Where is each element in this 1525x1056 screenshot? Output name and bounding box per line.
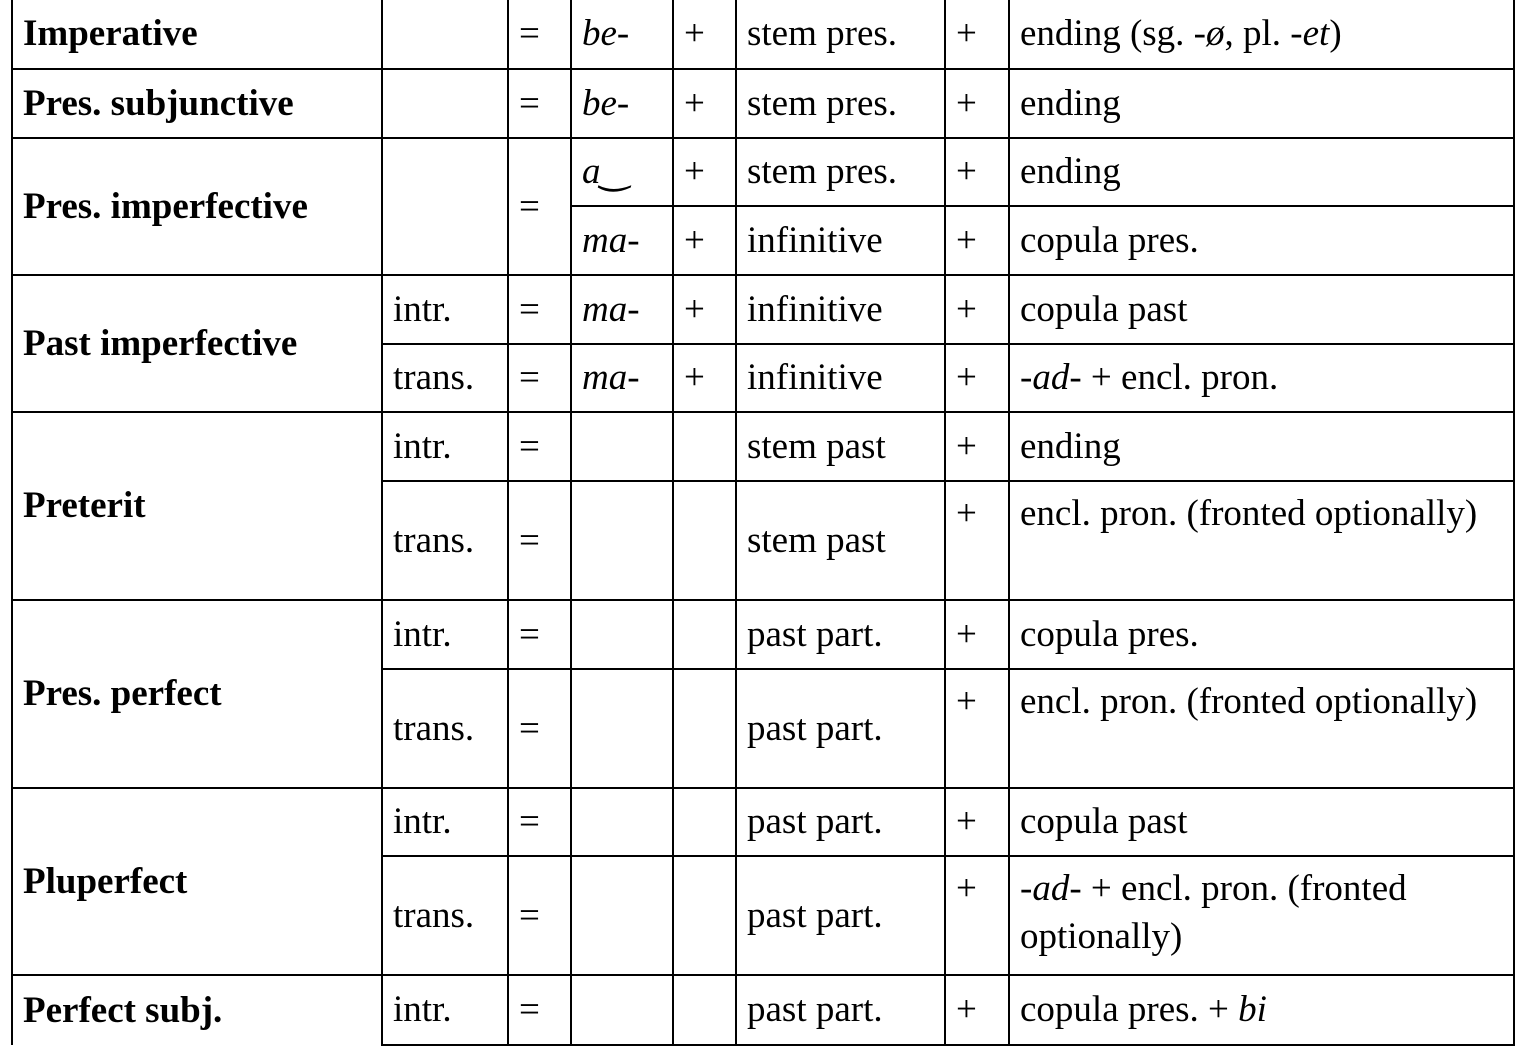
- ending-text: copula pres. +: [1020, 989, 1239, 1030]
- ending-italic: bi: [1238, 989, 1267, 1030]
- ending-cell: copula past: [1009, 275, 1514, 344]
- ending-cell: ending: [1009, 69, 1514, 138]
- plus-sign: [673, 481, 736, 600]
- stem-cell: infinitive: [736, 206, 945, 275]
- ending-italic: ø: [1206, 13, 1225, 54]
- ending-cell: [1009, 344, 1514, 412]
- ending-text: ending (sg. -: [1020, 13, 1206, 54]
- plus-sign: [673, 600, 736, 669]
- equals-sign: =: [508, 69, 571, 138]
- prefix-cell: [571, 856, 673, 975]
- prefix-cell: [571, 481, 673, 600]
- equals-sign: =: [508, 0, 571, 69]
- plus-sign: +: [945, 412, 1009, 481]
- ending-cell: ending: [1009, 412, 1514, 481]
- table-row-imperative: [12, 0, 1514, 69]
- table-row-past-imperfective: [12, 275, 1514, 344]
- equals-sign: =: [508, 138, 571, 275]
- type-cell: intr.: [382, 412, 508, 481]
- ending-cell: encl. pron. (fronted optionally): [1009, 481, 1514, 600]
- stem-cell: stem pres.: [736, 138, 945, 206]
- stem-cell: stem past: [736, 412, 945, 481]
- prefix-cell: ma-: [571, 206, 673, 275]
- stem-cell: infinitive: [736, 275, 945, 344]
- ending-cell: copula past: [1009, 788, 1514, 856]
- type-cell: intr.: [382, 788, 508, 856]
- row-name: Pres. perfect: [12, 600, 382, 788]
- type-cell: trans.: [382, 856, 508, 975]
- plus-sign: +: [945, 600, 1009, 669]
- stem-cell: past part.: [736, 669, 945, 788]
- type-cell: trans.: [382, 481, 508, 600]
- row-name: Imperative: [12, 0, 382, 69]
- table-row-pres-subjunctive: [12, 69, 1514, 138]
- table-row-pres-perfect: [12, 600, 1514, 669]
- type-cell: [382, 138, 508, 275]
- stem-cell: infinitive: [736, 344, 945, 412]
- row-name: Pres. imperfective: [12, 138, 382, 275]
- equals-sign: =: [508, 975, 571, 1045]
- prefix-cell: ma-: [571, 275, 673, 344]
- plus-sign: +: [673, 0, 736, 69]
- prefix-cell: a‿: [571, 138, 673, 206]
- plus-sign: +: [673, 206, 736, 275]
- plus-sign: +: [945, 975, 1009, 1045]
- plus-sign: +: [945, 344, 1009, 412]
- plus-sign: [673, 669, 736, 788]
- ending-text: ): [1329, 13, 1342, 54]
- ending-italic: ad: [1032, 357, 1070, 398]
- stem-cell: past part.: [736, 600, 945, 669]
- ending-cell: [1009, 856, 1514, 975]
- type-cell: trans.: [382, 669, 508, 788]
- equals-sign: =: [508, 788, 571, 856]
- plus-sign: +: [945, 69, 1009, 138]
- row-name: Perfect subj.: [12, 975, 382, 1045]
- stem-cell: past part.: [736, 856, 945, 975]
- type-cell: intr.: [382, 600, 508, 669]
- prefix-cell: [571, 412, 673, 481]
- equals-sign: =: [508, 412, 571, 481]
- type-cell: intr.: [382, 275, 508, 344]
- prefix-cell: be-: [571, 0, 673, 69]
- ending-italic: ad: [1032, 868, 1070, 909]
- plus-sign: [673, 412, 736, 481]
- table-row-perfect-subj: [12, 975, 1514, 1045]
- plus-sign: +: [945, 856, 1009, 975]
- ending-text: -: [1020, 357, 1033, 398]
- prefix-cell: [571, 669, 673, 788]
- plus-sign: +: [945, 481, 1009, 600]
- type-cell: intr.: [382, 975, 508, 1045]
- ending-italic: et: [1302, 13, 1330, 54]
- equals-sign: =: [508, 600, 571, 669]
- plus-sign: +: [673, 138, 736, 206]
- table-row-pluperfect: [12, 788, 1514, 856]
- ending-cell: ending: [1009, 138, 1514, 206]
- equals-sign: =: [508, 275, 571, 344]
- plus-sign: [673, 975, 736, 1045]
- stem-cell: stem past: [736, 481, 945, 600]
- ending-text: - + encl. pron.: [1069, 357, 1279, 398]
- plus-sign: +: [673, 275, 736, 344]
- plus-sign: +: [673, 69, 736, 138]
- type-cell: [382, 0, 508, 69]
- row-name: Preterit: [12, 412, 382, 600]
- row-name: Past imperfective: [12, 275, 382, 412]
- equals-sign: =: [508, 481, 571, 600]
- stem-cell: stem pres.: [736, 0, 945, 69]
- ending-cell: encl. pron. (fronted optionally): [1009, 669, 1514, 788]
- table-row-preterit: [12, 412, 1514, 481]
- type-cell: [382, 69, 508, 138]
- ending-cell: copula pres.: [1009, 600, 1514, 669]
- prefix-cell: be-: [571, 69, 673, 138]
- plus-sign: +: [945, 206, 1009, 275]
- prefix-cell: [571, 600, 673, 669]
- plus-sign: +: [945, 788, 1009, 856]
- stem-cell: past part.: [736, 975, 945, 1045]
- prefix-cell: [571, 975, 673, 1045]
- type-cell: trans.: [382, 344, 508, 412]
- prefix-cell: [571, 788, 673, 856]
- ending-text: , pl. -: [1224, 13, 1303, 54]
- equals-sign: =: [508, 669, 571, 788]
- plus-sign: [673, 788, 736, 856]
- ending-text: - + encl. pron. (fronted optionally): [1020, 868, 1407, 957]
- row-name: Pluperfect: [12, 788, 382, 975]
- ending-cell: [1009, 0, 1514, 69]
- plus-sign: +: [945, 0, 1009, 69]
- verb-formation-table: [11, 0, 1515, 1046]
- plus-sign: +: [673, 344, 736, 412]
- equals-sign: =: [508, 856, 571, 975]
- plus-sign: +: [945, 669, 1009, 788]
- stem-cell: stem pres.: [736, 69, 945, 138]
- row-name: Pres. subjunctive: [12, 69, 382, 138]
- table-row-pres-imperfective: [12, 138, 1514, 206]
- ending-cell: copula pres.: [1009, 206, 1514, 275]
- prefix-cell: ma-: [571, 344, 673, 412]
- ending-text: -: [1020, 868, 1033, 909]
- plus-sign: +: [945, 275, 1009, 344]
- stem-cell: past part.: [736, 788, 945, 856]
- ending-cell: [1009, 975, 1514, 1045]
- plus-sign: [673, 856, 736, 975]
- equals-sign: =: [508, 344, 571, 412]
- plus-sign: +: [945, 138, 1009, 206]
